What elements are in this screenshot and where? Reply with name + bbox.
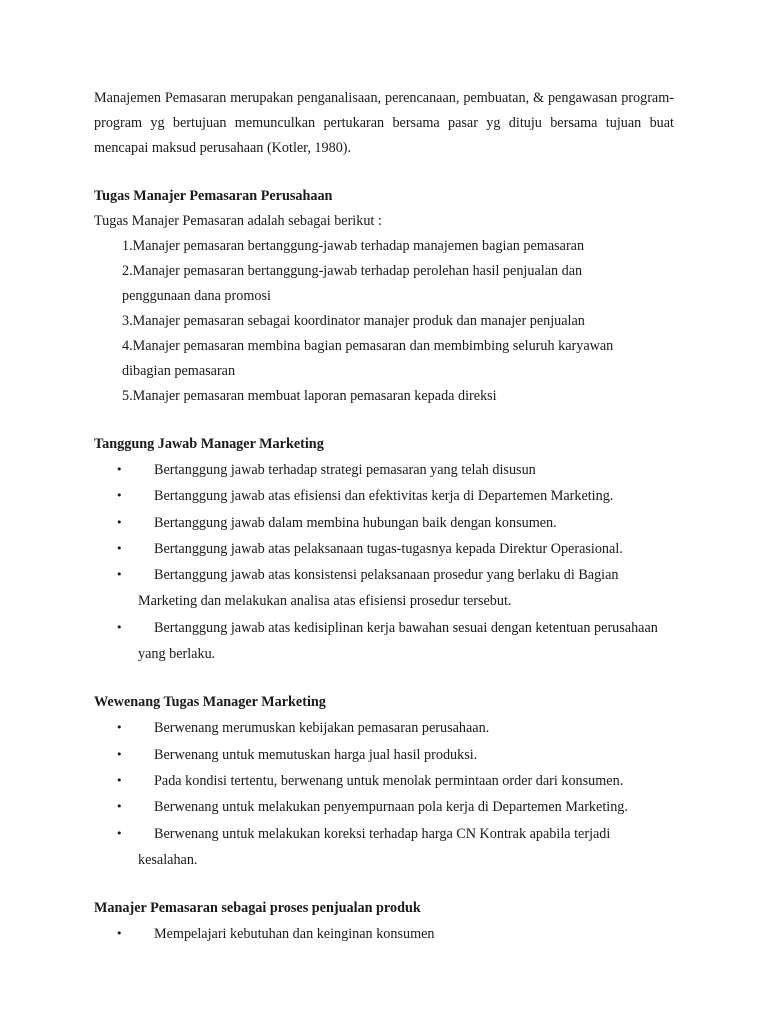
bullet-icon: • <box>116 620 123 634</box>
section-heading-tanggung-jawab: Tanggung Jawab Manager Marketing <box>94 436 324 452</box>
bullet-icon: • <box>116 515 123 529</box>
list-item: 3.Manajer pemasaran sebagai koordinator manajer produk dan manajer penjualan <box>122 313 585 329</box>
list-item: • Berwenang untuk memutuskan harga jual hasil produksi. <box>94 742 674 768</box>
numbered-list-tugas <box>94 234 674 409</box>
section-wewenang <box>94 690 674 873</box>
list-item: • Pada kondisi tertentu, berwenang untuk menolak permintaan order dari konsumen. <box>94 768 674 794</box>
list-item: • Bertanggung jawab dalam membina hubungan baik dengan konsumen. <box>94 510 674 536</box>
bullet-icon: • <box>116 773 123 787</box>
intro-paragraph: Manajemen Pemasaran merupakan penganalisaan, perencanaan, pembuatan, & pengawasan program-program yg bertujuan memunculkan pertukaran bersama pasar yg dituju bersama tujuan buat mencapai maksud perusahaan (Kotler, 1980). <box>94 90 674 156</box>
list-item: • Bertanggung jawab atas kedisiplinan kerja bawahan sesuai dengan ketentuan perusahaan yang berlaku. <box>94 615 674 668</box>
section-heading-wewenang: Wewenang Tugas Manager Marketing <box>94 694 326 711</box>
list-item: • Bertanggung jawab atas pelaksanaan tugas-tugasnya kepada Direktur Operasional. <box>94 536 674 562</box>
section-lead-tugas: Tugas Manajer Pemasaran adalah sebagai berikut : <box>94 213 382 229</box>
bullet-icon: • <box>116 800 123 814</box>
bullet-icon: • <box>116 721 123 735</box>
bullet-list-wewenang <box>94 715 674 873</box>
list-item: • Mempelajari kebutuhan dan keinginan konsumen <box>94 921 674 947</box>
section-proses <box>94 896 674 947</box>
bullet-icon: • <box>116 747 123 761</box>
list-item: 2.Manajer pemasaran bertanggung-jawab terhadap perolehan hasil penjualan dan penggunaan dana promosi <box>122 263 583 304</box>
section-heading-proses: Manajer Pemasaran sebagai proses penjualan produk <box>94 900 421 917</box>
list-item: • Bertanggung jawab atas efisiensi dan efektivitas kerja di Departemen Marketing. <box>94 483 674 509</box>
bullet-icon: • <box>116 826 123 840</box>
list-item: • Berwenang merumuskan kebijakan pemasaran perusahaan. <box>94 715 674 741</box>
section-tanggung-jawab <box>94 432 674 667</box>
list-item: • Bertanggung jawab atas konsistensi pelaksanaan prosedur yang berlaku di Bagian Marketing dan melakukan analisa atas efisiensi prosedur tersebut. <box>94 562 674 615</box>
list-item: • Berwenang untuk melakukan koreksi terhadap harga CN Kontrak apabila terjadi kesalahan. <box>94 821 674 874</box>
bullet-icon: • <box>116 489 123 503</box>
list-item: 1.Manajer pemasaran bertanggung-jawab terhadap manajemen bagian pemasaran <box>122 238 585 254</box>
section-heading-tugas: Tugas Manajer Pemasaran Perusahaan <box>94 188 333 204</box>
bullet-icon: • <box>116 927 123 941</box>
list-item: 4.Manajer pemasaran membina bagian pemasaran dan membimbing seluruh karyawan dibagian pemasaran <box>122 338 614 379</box>
list-item: 5.Manajer pemasaran membuat laporan pemasaran kepada direksi <box>122 388 497 404</box>
list-item: • Berwenang untuk melakukan penyempurnaan pola kerja di Departemen Marketing. <box>94 794 674 820</box>
list-item: • Bertanggung jawab terhadap strategi pemasaran yang telah disusun <box>94 457 674 483</box>
bullet-list-proses <box>94 921 674 947</box>
document-page <box>94 86 674 947</box>
bullet-icon: • <box>116 463 123 476</box>
bullet-icon: • <box>116 568 123 582</box>
section-tugas <box>94 184 674 409</box>
bullet-icon: • <box>116 541 123 555</box>
bullet-list-tanggung-jawab <box>94 457 674 667</box>
